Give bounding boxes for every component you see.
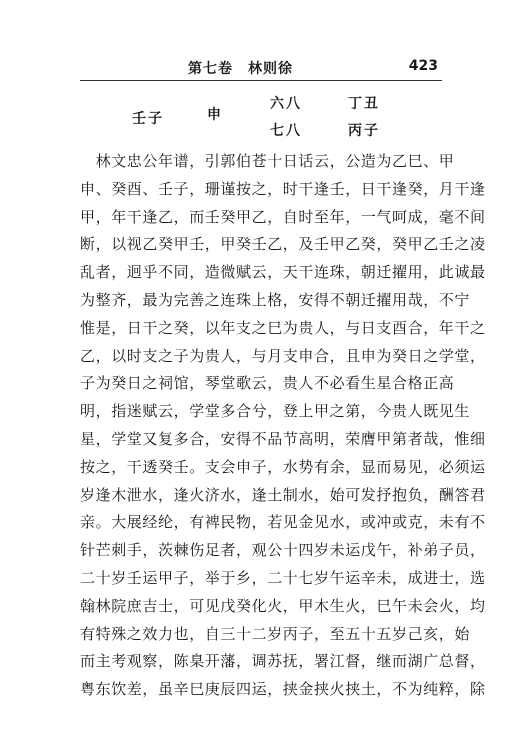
text-line: 惟是，日干之癸，以年支之巳为贵人，与日支酉合，年干之 xyxy=(80,318,486,337)
page-number: 423 xyxy=(408,58,438,74)
chart-age-row2: 七八 xyxy=(270,123,302,139)
text-line: 二十岁壬运甲子，举于乡，二十七岁午运辛未，成进士，选 xyxy=(80,568,486,587)
text-line: 岁逢木泄水，逢火济水，逢土制水，始可发抒抱负，酬答君 xyxy=(80,485,486,504)
text-line: 针芒刺手，茨棘伤足者，观公十四岁未运戊午，补弟子员， xyxy=(80,541,486,560)
text-line: 乱者，迥乎不同，造微赋云，天干连珠，朝迁擢用，此诚最 xyxy=(80,263,486,282)
chart-luck-row1: 丁丑 xyxy=(348,96,380,112)
chart-luck-row2: 丙子 xyxy=(348,123,380,139)
text-line: 明，指迷赋云，学堂多合兮，登上甲之第，今贵人既见生 xyxy=(80,402,471,421)
text-line: 林文忠公年谱，引郭伯苍十日话云，公造为乙巳、甲 xyxy=(80,152,455,170)
text-line: 断，以视乙癸甲壬，甲癸壬乙，及壬甲乙癸，癸甲乙壬之凌 xyxy=(80,235,486,254)
text-line: 而主考观察，陈臬开藩，调苏抚，署江督，继而湖广总督， xyxy=(80,652,486,671)
chart-hour-pillar: 壬子 xyxy=(132,111,164,127)
text-line: 翰林院庶吉士，可见戊癸化火，甲木生火，巳午未会火，均 xyxy=(80,596,486,615)
chapter-title: 第七卷 林则徐 xyxy=(188,61,293,77)
text-line: 粤东饮差，虽辛巳庚辰四运，挟金挟火挟土，不为纯粹，除 xyxy=(80,680,486,699)
text-line: 按之，干透癸壬。支会申子，水势有余，显而易见，必须运 xyxy=(80,457,486,476)
text-line: 乙，以时支之子为贵人，与月支申合，且申为癸日之学堂， xyxy=(80,346,486,365)
chart-month-branch: 申 xyxy=(207,107,223,123)
body-text xyxy=(80,148,486,704)
text-line: 为整齐，最为完善之连珠上格，安得不朝迁擢用哉，不宁 xyxy=(80,290,471,309)
text-line: 星，学堂又复多合，安得不品节高明，荣膺甲第者哉，惟细 xyxy=(80,429,486,448)
text-line: 有特殊之效力也，自三十二岁丙子，至五十五岁己亥，始 xyxy=(80,624,471,643)
text-line: 申、癸酉、壬子，珊谨按之，时干逢壬，日干逢癸，月干逢 xyxy=(80,179,486,198)
text-line: 亲。大展经纶，有裨民物，若见金见水，或冲或克，未有不 xyxy=(80,513,486,532)
bazi-chart xyxy=(0,0,509,150)
chart-age-row1: 六八 xyxy=(270,96,302,112)
text-line: 甲，年干逢乙，而壬癸甲乙，自时至年，一气呵成，毫不间 xyxy=(80,207,486,226)
text-line: 子为癸日之祠馆，琴堂歌云，贵人不必看生星合格正高 xyxy=(80,374,455,393)
